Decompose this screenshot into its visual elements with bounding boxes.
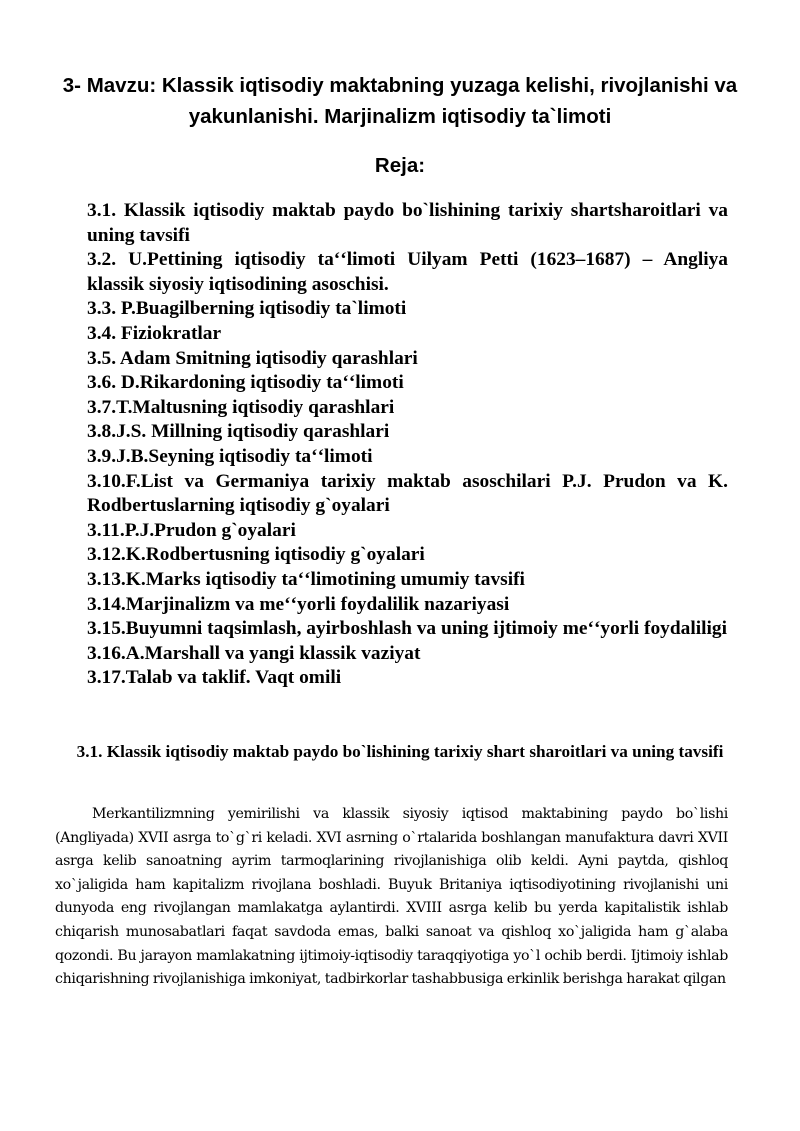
plan-item: 3.14.Marjinalizm va meʻʻyorli foydalilik nazariyasi [87, 593, 510, 615]
plan-item: 3.12.K.Rodbertusning iqtisodiy g`oyalari [87, 544, 425, 566]
plan-item: 3.1. Klassik iqtisodiy maktab paydo bo`lishining tarixiy shartsharoitlari va uning tavsifi [87, 200, 728, 246]
plan-item: 3.16.A.Marshall va yangi klassik vaziyat [87, 642, 421, 664]
plan-item: 3.10.F.List va Germaniya tarixiy maktab asoschilari P.J. Prudon va K. Rodbertuslarning iqtisodiy g`oyalari [87, 470, 728, 517]
section-heading: 3.1. Klassik iqtisodiy maktab paydo bo`lishining tarixiy shart sharoitlari va uning tavsifi [76, 742, 724, 761]
plan-list [87, 199, 728, 691]
plan-item: 3.11.P.J.Prudon g`oyalari [87, 519, 296, 541]
plan-item: 3.7.T.Maltusning iqtisodiy qarashlari [87, 396, 395, 418]
body-paragraph: Merkantilizmning yemirilishi va klassik siyosiy iqtisod maktabining paydo bo`lishi (Angliyada) XVII asrga to`g`ri keladi. XVI asrning o`rtalarida boshlangan manufaktura davri XVII asrga kelib sanoatning ayrim tarmoqlarining rivojlanishiga olib keldi. Ayni paytda, qishloq xo`jaligida ham kapitalizm rivojlana boshladi. Buyuk Britaniya iqtisodiyotining rivojlanishi uni dunyoda eng rivojlangan mamlakatga aylantirdi. XVIII asrga kelib bu yerda kapitalistik ishlab chiqarish munosabatlari faqat savdoda emas, balki sanoat va qishloq xo`jaligida ham g`alaba qozondi. Bu jarayon mamlakatning ijtimoiy-iqtisodiy taraqqiyotiga yo`l ochib berdi. Ijtimoiy ishlab chiqarishning rivojlanishiga imkoniyat, tadbirkorlar tashabbusiga erkinlik berishga harakat qilgan [55, 806, 728, 988]
plan-item: 3.5. Adam Smitning iqtisodiy qarashlari [87, 347, 418, 369]
document-title: 3- Mavzu: Klassik iqtisodiy maktabning yuzaga kelishi, rivojlanishi va yakunlanishi. Marjinalizm iqtisodiy ta`limoti [62, 74, 738, 128]
plan-item: 3.8.J.S. Millning iqtisodiy qarashlari [87, 421, 390, 443]
plan-item: 3.9.J.B.Seyning iqtisodiy taʻʻlimoti [87, 445, 373, 467]
plan-item: 3.2. U.Pettining iqtisodiy taʻʻlimoti Uilyam Petti (1623–1687) – Angliya klassik siyosiy iqtisodining asoschisi. [87, 249, 728, 295]
plan-item: 3.13.K.Marks iqtisodiy taʻʻlimotining umumiy tavsifi [87, 568, 525, 590]
plan-heading: Reja: [374, 154, 426, 177]
plan-item: 3.4. Fiziokratlar [87, 322, 222, 344]
plan-item: 3.17.Talab va taklif. Vaqt omili [87, 667, 342, 689]
plan-item: 3.6. D.Rikardoning iqtisodiy taʻʻlimoti [87, 372, 404, 394]
plan-item: 3.15.Buyumni taqsimlash, ayirboshlash va uning ijtimoiy meʻʻyorli foydaliligi [87, 618, 727, 640]
plan-item: 3.3. P.Buagilberning iqtisodiy ta`limoti [87, 298, 407, 320]
